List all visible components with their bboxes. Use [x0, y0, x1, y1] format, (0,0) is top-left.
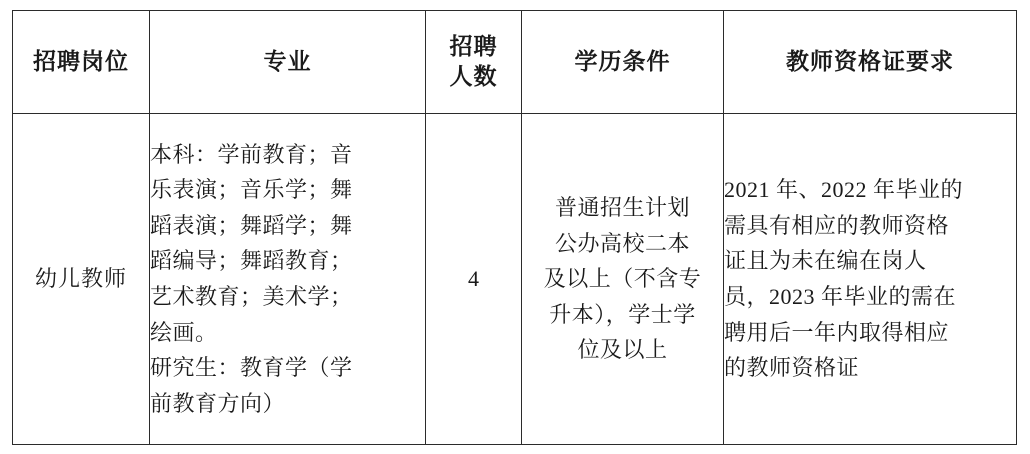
header-label-count-line2: 人数 — [449, 64, 498, 89]
header-label-education: 学历条件 — [574, 48, 671, 74]
certificate-line: 员，2023 年毕业的需在 — [724, 284, 957, 309]
certificate-line: 需具有相应的教师资格 — [724, 212, 950, 238]
header-cell-major — [150, 11, 426, 114]
certificate-line: 2021 年、2022 年毕业的 — [724, 177, 964, 203]
major-line: 艺术教育；美术学； — [150, 284, 353, 309]
cell-certificate — [724, 114, 1017, 445]
education-line: 普通招生计划 — [554, 194, 690, 220]
major-line: 前教育方向） — [150, 390, 286, 416]
cell-major — [150, 114, 426, 445]
table-header — [13, 11, 1017, 114]
major-line: 乐表演；音乐学；舞 — [150, 177, 353, 203]
header-cell-position — [13, 11, 150, 114]
cell-education — [522, 114, 724, 445]
certificate-line: 的教师资格证 — [724, 355, 860, 381]
header-cell-certificate — [724, 11, 1017, 114]
cell-count: 4 — [426, 114, 522, 445]
table-row — [13, 114, 1017, 445]
education-line: 升本），学士学 — [549, 301, 696, 327]
header-label-position: 招聘岗位 — [33, 48, 129, 74]
education-line: 公办高校二本 — [554, 230, 690, 256]
header-cell-education — [522, 11, 724, 114]
header-cell-count — [426, 11, 522, 114]
certificate-line: 聘用后一年内取得相应 — [724, 319, 950, 345]
major-line: 绘画。 — [150, 319, 218, 345]
cell-position: 幼儿教师 — [13, 114, 150, 445]
education-line: 位及以上 — [577, 337, 668, 363]
certificate-line: 证且为未在编在岗人 — [724, 248, 927, 274]
table-body — [13, 114, 1017, 445]
header-label-certificate: 教师资格证要求 — [786, 48, 954, 74]
major-line: 研究生：教育学（学 — [150, 355, 353, 381]
header-label-major: 专业 — [263, 48, 312, 74]
education-line: 及以上（不含专 — [543, 266, 702, 292]
major-line: 本科：学前教育；音 — [150, 141, 353, 167]
major-line: 蹈表演；舞蹈学；舞 — [150, 212, 353, 238]
header-label-count-line1: 招聘 — [449, 34, 498, 60]
major-line: 蹈编导；舞蹈教育； — [150, 248, 353, 274]
recruitment-table — [12, 10, 1017, 445]
header-row — [13, 11, 1017, 114]
